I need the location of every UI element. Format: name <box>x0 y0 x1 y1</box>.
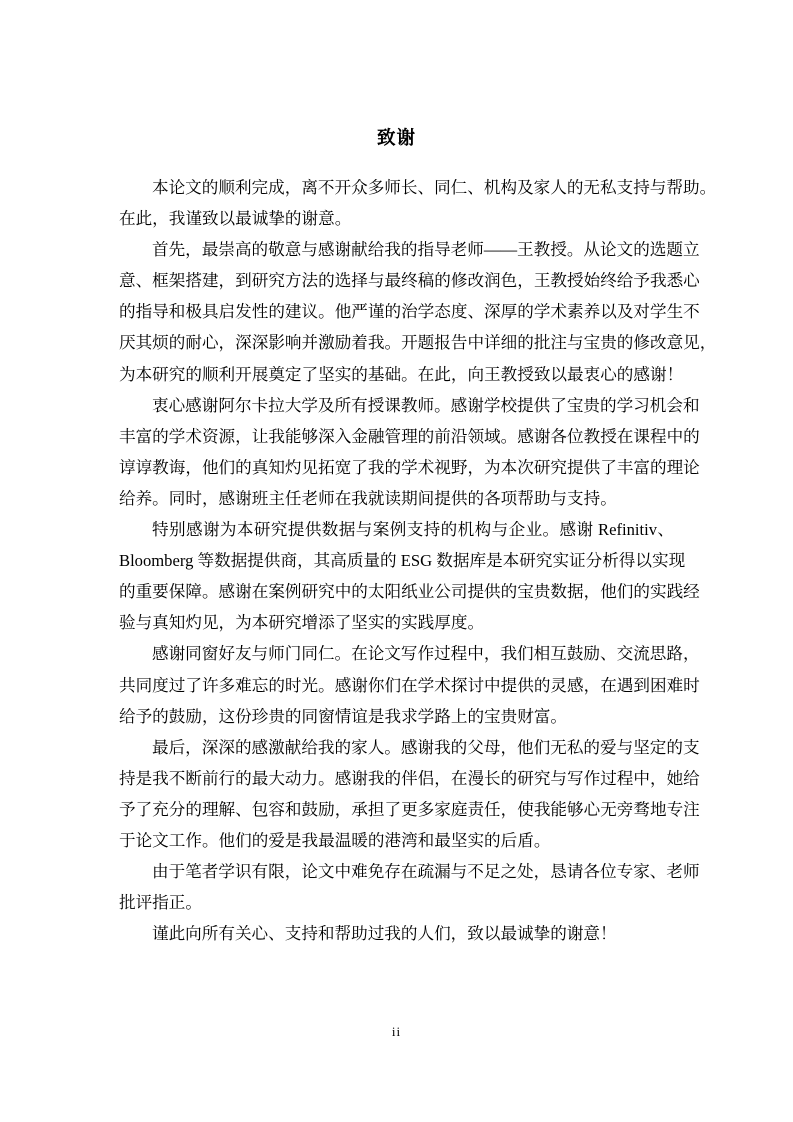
acknowledgement-body <box>119 172 717 949</box>
paragraph-line: 首先，最崇高的敬意与感谢献给我的指导老师——王教授。从论文的选题立 <box>152 240 700 260</box>
paragraph-line: 给养。同时，感谢班主任老师在我就读期间提供的各项帮助与支持。 <box>119 488 617 508</box>
paragraph-line: 感谢同窗好友与师门同仁。在论文写作过程中，我们相互鼓励、交流思路， <box>152 644 700 664</box>
paragraph-line: 丰富的学术资源，让我能够深入金融管理的前沿领域。感谢各位教授在课程中的 <box>119 426 700 446</box>
paragraph-line: 厌其烦的耐心，深深影响并激励着我。开题报告中详细的批注与宝贵的修改意见， <box>119 333 717 353</box>
paragraph-line: 意、框架搭建，到研究方法的选择与最终稿的修改润色，王教授始终给予我悉心 <box>119 271 700 291</box>
paragraph-line: 最后，深深的感激献给我的家人。感谢我的父母，他们无私的爱与坚定的支 <box>152 737 700 757</box>
paragraph <box>119 856 700 918</box>
paragraph-line: 为本研究的顺利开展奠定了坚实的基础。在此，向王教授致以最衷心的感谢！ <box>119 364 684 384</box>
paragraph <box>119 172 717 234</box>
paragraph-line: 持是我不断前行的最大动力。感谢我的伴侣，在漫长的研究与写作过程中，她给 <box>119 768 700 788</box>
paragraph-line: 在此，我谨致以最诚挚的谢意。 <box>119 209 352 229</box>
paragraph-line: 批评指正。 <box>119 893 202 913</box>
paragraph-line: 给予的鼓励，这份珍贵的同窗情谊是我求学路上的宝贵财富。 <box>119 706 568 726</box>
page-number: ii <box>391 1024 402 1039</box>
paragraph-line: 的重要保障。感谢在案例研究中的太阳纸业公司提供的宝贵数据，他们的实践经 <box>119 582 700 602</box>
paragraph <box>119 514 700 638</box>
paragraph <box>119 234 717 389</box>
paragraph-line: 于论文工作。他们的爱是我最温暖的港湾和最坚实的后盾。 <box>119 830 551 850</box>
paragraph-line: Bloomberg 等数据提供商，其高质量的 ESG 数据库是本研究实证分析得以实现 <box>119 551 686 571</box>
paragraph <box>119 638 700 731</box>
page-title: 致谢 <box>376 129 416 149</box>
paragraph-line: 由于笔者学识有限，论文中难免存在疏漏与不足之处，恳请各位专家、老师 <box>152 862 700 882</box>
paragraph-line: 谨此向所有关心、支持和帮助过我的人们，致以最诚挚的谢意！ <box>152 924 617 944</box>
paragraph <box>119 732 700 856</box>
paragraph <box>119 390 700 514</box>
paragraph-line: 特别感谢为本研究提供数据与案例支持的机构与企业。感谢 Refinitiv、 <box>152 520 674 540</box>
paragraph-line: 的指导和极具启发性的建议。他严谨的治学态度、深厚的学术素养以及对学生不 <box>119 302 700 322</box>
paragraph <box>119 918 674 949</box>
paragraph-line: 衷心感谢阿尔卡拉大学及所有授课教师。感谢学校提供了宝贵的学习机会和 <box>152 395 700 415</box>
paragraph-line: 谆谆教诲，他们的真知灼见拓宽了我的学术视野，为本次研究提供了丰富的理论 <box>119 457 700 477</box>
paragraph-line: 予了充分的理解、包容和鼓励，承担了更多家庭责任，使我能够心无旁骛地专注 <box>119 799 700 819</box>
paragraph-line: 验与真知灼见，为本研究增添了坚实的实践厚度。 <box>119 613 485 633</box>
paragraph-line: 本论文的顺利完成，离不开众多师长、同仁、机构及家人的无私支持与帮助。 <box>152 178 717 197</box>
paragraph-line: 共同度过了许多难忘的时光。感谢你们在学术探讨中提供的灵感，在遇到困难时 <box>119 675 700 695</box>
